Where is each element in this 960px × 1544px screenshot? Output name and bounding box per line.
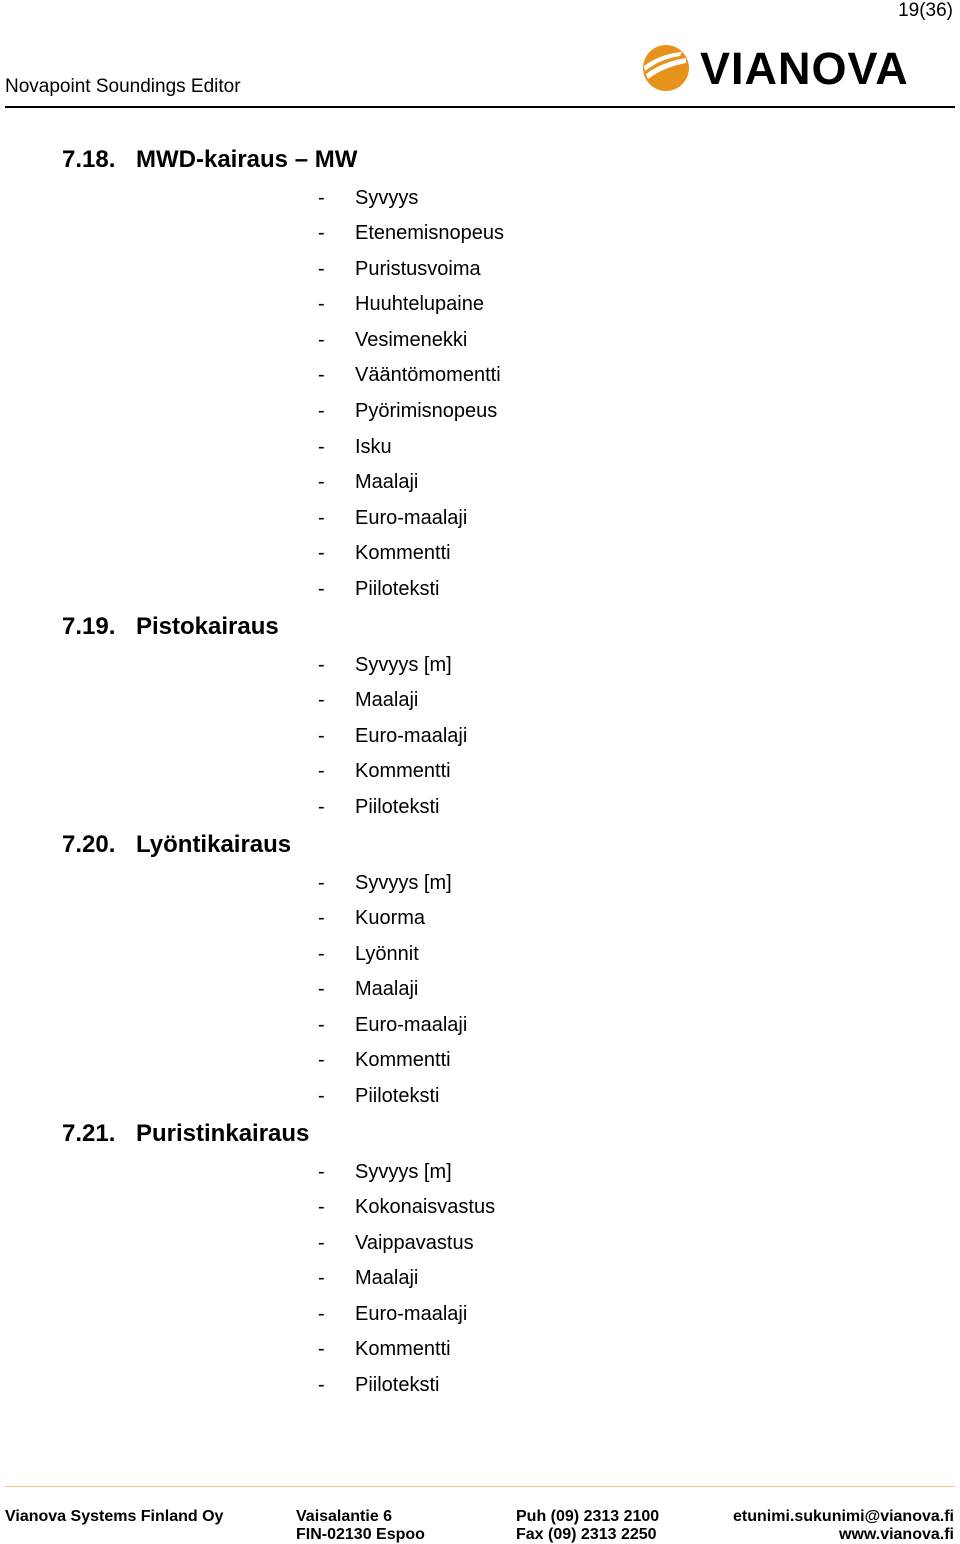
list-item <box>318 688 418 712</box>
list-item <box>318 906 425 930</box>
list-item-label: Syvyys [m] <box>355 654 452 676</box>
list-item-label: Euro-maalaji <box>355 1014 468 1036</box>
list-item <box>318 186 418 210</box>
bullet-dash: - <box>318 725 325 747</box>
bullet-dash: - <box>318 1374 325 1396</box>
bullet-dash: - <box>318 1338 325 1360</box>
list-item-label: Vesimenekki <box>355 329 468 351</box>
list-item <box>318 541 451 565</box>
list-item-label: Maalaji <box>355 978 419 1000</box>
footer-fax: Fax (09) 2313 2250 <box>516 1526 657 1543</box>
list-item <box>318 1337 451 1361</box>
section-heading-7-20 <box>62 831 291 859</box>
header-divider <box>5 106 955 108</box>
list-item-label: Kommentti <box>355 1338 451 1360</box>
footer-phone: Puh (09) 2313 2100 <box>516 1508 660 1525</box>
section-title: Puristinkairaus <box>136 1120 310 1147</box>
bullet-dash: - <box>318 542 325 564</box>
list-item-label: Piiloteksti <box>355 1374 440 1396</box>
list-item <box>318 435 392 459</box>
list-item-label: Piiloteksti <box>355 1085 440 1107</box>
list-item <box>318 1048 451 1072</box>
list-item-label: Euro-maalaji <box>355 507 468 529</box>
section-heading-7-18 <box>62 146 357 174</box>
list-item <box>318 1231 474 1255</box>
bullet-dash: - <box>318 907 325 929</box>
section-number: 7.19. <box>62 613 116 640</box>
list-item <box>318 1266 418 1290</box>
bullet-dash: - <box>318 222 325 244</box>
bullet-dash: - <box>318 507 325 529</box>
list-item-label: Euro-maalaji <box>355 1303 468 1325</box>
list-item-label: Vaippavastus <box>355 1232 474 1254</box>
list-item-label: Kommentti <box>355 1049 451 1071</box>
bullet-dash: - <box>318 654 325 676</box>
section-heading-7-19 <box>62 613 279 641</box>
list-item <box>318 942 419 966</box>
list-item <box>318 363 501 387</box>
list-item <box>318 871 452 895</box>
section-number: 7.18. <box>62 146 116 173</box>
list-item <box>318 1195 495 1219</box>
vianova-logo <box>642 44 909 92</box>
list-item-label: Kommentti <box>355 542 451 564</box>
section-heading-7-21 <box>62 1120 309 1148</box>
list-item <box>318 470 418 494</box>
list-item-label: Piiloteksti <box>355 796 440 818</box>
list-item <box>318 724 467 748</box>
bullet-dash: - <box>318 760 325 782</box>
logo-wordmark: VIANOVA <box>700 42 909 94</box>
bullet-dash: - <box>318 1049 325 1071</box>
list-item-label: Kuorma <box>355 907 426 929</box>
list-item-label: Etenemisnopeus <box>355 222 504 244</box>
list-item-label: Huuhtelupaine <box>355 293 484 315</box>
list-item <box>318 328 467 352</box>
bullet-dash: - <box>318 293 325 315</box>
list-item <box>318 1302 467 1326</box>
list-item <box>318 1013 467 1037</box>
list-item <box>318 292 484 316</box>
bullet-dash: - <box>318 1161 325 1183</box>
vianova-logo-icon <box>642 44 690 92</box>
bullet-dash: - <box>318 1014 325 1036</box>
footer-divider <box>5 1486 955 1487</box>
list-item-label: Piiloteksti <box>355 578 440 600</box>
list-item-label: Syvyys [m] <box>355 1161 452 1183</box>
list-item <box>318 1084 439 1108</box>
list-item <box>318 1160 452 1184</box>
section-title: Pistokairaus <box>136 613 279 640</box>
bullet-dash: - <box>318 329 325 351</box>
footer-address-line2: FIN-02130 Espoo <box>296 1526 425 1543</box>
document-title: Novapoint Soundings Editor <box>5 76 241 97</box>
list-item-label: Maalaji <box>355 1267 419 1289</box>
section-number: 7.20. <box>62 831 116 858</box>
list-item <box>318 221 504 245</box>
list-item <box>318 977 418 1001</box>
bullet-dash: - <box>318 872 325 894</box>
list-item <box>318 1373 439 1397</box>
footer-website[interactable]: www.vianova.fi <box>839 1526 954 1543</box>
bullet-dash: - <box>318 258 325 280</box>
bullet-dash: - <box>318 187 325 209</box>
bullet-dash: - <box>318 796 325 818</box>
list-item-label: Lyönnit <box>355 943 419 965</box>
list-item-label: Vääntömomentti <box>355 364 501 386</box>
list-item-label: Euro-maalaji <box>355 725 468 747</box>
footer-company: Vianova Systems Finland Oy <box>5 1508 224 1525</box>
bullet-dash: - <box>318 578 325 600</box>
bullet-dash: - <box>318 400 325 422</box>
list-item-label: Maalaji <box>355 689 419 711</box>
list-item <box>318 399 497 423</box>
bullet-dash: - <box>318 1303 325 1325</box>
section-number: 7.21. <box>62 1120 116 1147</box>
list-item <box>318 759 451 783</box>
bullet-dash: - <box>318 689 325 711</box>
bullet-dash: - <box>318 364 325 386</box>
list-item-label: Pyörimisnopeus <box>355 400 498 422</box>
bullet-dash: - <box>318 978 325 1000</box>
page-number: 19(36) <box>898 0 953 21</box>
list-item-label: Syvyys <box>355 187 419 209</box>
bullet-dash: - <box>318 1232 325 1254</box>
list-item-label: Syvyys [m] <box>355 872 452 894</box>
list-item-label: Kommentti <box>355 760 451 782</box>
list-item <box>318 257 481 281</box>
bullet-dash: - <box>318 943 325 965</box>
bullet-dash: - <box>318 436 325 458</box>
list-item <box>318 653 452 677</box>
footer-address-line1: Vaisalantie 6 <box>296 1508 393 1525</box>
list-item-label: Puristusvoima <box>355 258 481 280</box>
bullet-dash: - <box>318 471 325 493</box>
list-item <box>318 795 439 819</box>
section-title: MWD-kairaus – MW <box>136 146 358 173</box>
bullet-dash: - <box>318 1267 325 1289</box>
footer-email[interactable]: etunimi.sukunimi@vianova.fi <box>733 1508 954 1525</box>
bullet-dash: - <box>318 1085 325 1107</box>
list-item-label: Kokonaisvastus <box>355 1196 496 1218</box>
section-title: Lyöntikairaus <box>136 831 292 858</box>
list-item-label: Maalaji <box>355 471 419 493</box>
bullet-dash: - <box>318 1196 325 1218</box>
list-item <box>318 506 467 530</box>
list-item <box>318 577 439 601</box>
list-item-label: Isku <box>355 436 392 458</box>
